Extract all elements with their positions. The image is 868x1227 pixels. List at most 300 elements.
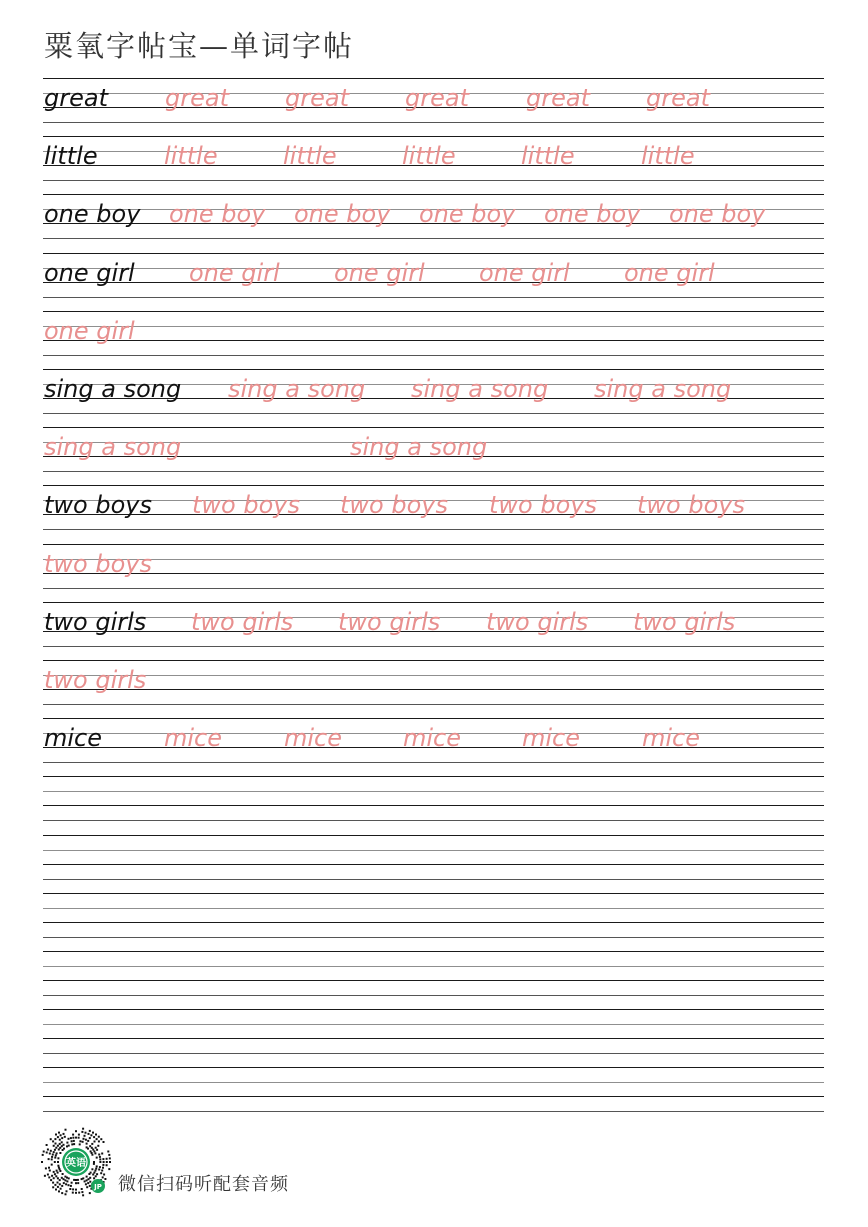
trace-word: one girl [624, 258, 715, 287]
ruled-line-bottom [43, 238, 824, 239]
qr-dot [102, 1164, 104, 1166]
qr-dot [43, 1151, 45, 1153]
qr-dot [66, 1190, 68, 1192]
qr-dot [57, 1136, 59, 1138]
qr-dot [88, 1178, 90, 1180]
qr-dot [102, 1167, 104, 1169]
qr-dot [54, 1149, 56, 1151]
trace-word: great [165, 84, 229, 112]
qr-dot [98, 1140, 100, 1142]
qr-dot [47, 1174, 49, 1176]
ruled-line-top [43, 718, 824, 719]
qr-dot [95, 1168, 97, 1170]
ruled-line-mid [43, 850, 824, 851]
qr-dot [104, 1178, 106, 1180]
qr-dot [71, 1143, 73, 1145]
trace-word: one boy [169, 200, 266, 229]
qr-dot [59, 1170, 61, 1172]
qr-dot [95, 1134, 97, 1136]
qr-dot [81, 1131, 83, 1133]
qr-dot [99, 1156, 101, 1158]
qr-dot [97, 1145, 99, 1147]
qr-dot [47, 1149, 49, 1151]
qr-dot [66, 1142, 68, 1144]
qr-dot [75, 1179, 77, 1181]
qr-dot [75, 1192, 77, 1194]
trace-word: great [646, 84, 710, 112]
qr-corner-label: JP [94, 1183, 102, 1191]
qr-dot [89, 1130, 91, 1132]
qr-dot [59, 1139, 61, 1141]
ruled-line-base [43, 805, 824, 806]
qr-dot [103, 1174, 105, 1176]
trace-word: two boys [489, 491, 597, 520]
ruled-line-base [43, 864, 824, 865]
trace-word: two boys [340, 491, 448, 520]
model-word: great [44, 84, 108, 112]
ruled-line-bottom [43, 588, 824, 589]
ruled-line-top [43, 951, 824, 952]
qr-dot [102, 1158, 104, 1160]
qr-dot [88, 1133, 90, 1135]
qr-dot [86, 1176, 88, 1178]
qr-dot [81, 1188, 83, 1190]
qr-dot [82, 1128, 84, 1130]
trace-word: sing a song [411, 375, 549, 403]
qr-dot [61, 1141, 63, 1143]
qr-dot [52, 1154, 54, 1156]
qr-dot [93, 1136, 95, 1138]
qr-dot [70, 1137, 72, 1139]
qr-dot [82, 1177, 84, 1179]
qr-dot [87, 1148, 89, 1150]
trace-word: sing a song [44, 433, 182, 462]
qr-dot [53, 1151, 55, 1153]
qr-dot [63, 1148, 65, 1150]
trace-word: two boys [44, 549, 152, 578]
qr-dot [85, 1132, 87, 1134]
qr-dot [108, 1168, 110, 1170]
qr-dot [69, 1188, 71, 1190]
qr-dot [75, 1130, 77, 1132]
qr-dot [92, 1174, 94, 1176]
qr-dot [50, 1179, 52, 1181]
qr-dot [98, 1136, 100, 1138]
ruled-line-bottom [43, 180, 824, 181]
qr-dot [61, 1177, 63, 1179]
qr-dot [94, 1170, 96, 1172]
trace-word: mice [642, 724, 701, 753]
trace-word: two girls [486, 607, 589, 636]
qr-dot [75, 1137, 77, 1139]
qr-dot [109, 1161, 111, 1163]
ruled-line-top [43, 136, 824, 137]
qr-dot [96, 1138, 98, 1140]
qr-dot [89, 1185, 91, 1187]
trace-word: one girl [189, 258, 280, 287]
trace-word: two girls [338, 607, 441, 636]
qr-dot [70, 1185, 72, 1187]
ruled-line-base [43, 980, 824, 981]
model-word: two girls [44, 607, 147, 636]
qr-dot [85, 1139, 87, 1141]
qr-dot [75, 1189, 77, 1191]
trace-word: one girl [334, 258, 425, 287]
qr-dot [72, 1192, 74, 1194]
ruled-line-top [43, 1009, 824, 1010]
ruled-line-mid [43, 1024, 824, 1025]
trace-word: sing a song [350, 433, 488, 462]
trace-word: mice [284, 724, 343, 753]
ruled-line-mid [43, 966, 824, 967]
ruled-line-mid [43, 908, 824, 909]
qr-dot [93, 1163, 95, 1165]
qr-dot [77, 1179, 79, 1181]
qr-dot [55, 1143, 57, 1145]
ruled-line-base [43, 689, 824, 690]
trace-word: one boy [294, 200, 391, 229]
qr-dot [68, 1138, 70, 1140]
qr-dot [57, 1182, 59, 1184]
ruled-line-base [43, 1096, 824, 1097]
qr-dot [98, 1154, 100, 1156]
qr-dot [57, 1186, 59, 1188]
qr-dot [58, 1132, 60, 1134]
qr-dot [83, 1138, 85, 1140]
qr-dot [93, 1177, 95, 1179]
qr-dot [108, 1154, 110, 1156]
trace-word: one girl [44, 316, 135, 345]
trace-word: mice [164, 724, 223, 753]
trace-word: great [405, 84, 469, 112]
qr-dot [63, 1133, 65, 1135]
ruled-line-top [43, 78, 824, 79]
qr-dot [61, 1137, 63, 1139]
qr-dot [50, 1150, 52, 1152]
qr-dot [60, 1188, 62, 1190]
qr-dot [68, 1184, 70, 1186]
qr-dot [65, 1183, 67, 1185]
ruled-line-base [43, 922, 824, 923]
qr-dot [78, 1192, 80, 1194]
ruled-line-bottom [43, 704, 824, 705]
qr-dot [102, 1176, 104, 1178]
qr-dot [54, 1157, 56, 1159]
ruled-line-bottom [43, 646, 824, 647]
qr-dot [61, 1185, 63, 1187]
trace-word: little [283, 142, 337, 171]
qr-dot [72, 1134, 74, 1136]
qr-dot [89, 1192, 91, 1194]
qr-dot [96, 1149, 98, 1151]
ruled-line-bottom [43, 529, 824, 530]
qr-dot [62, 1173, 64, 1175]
qr-dot [106, 1164, 108, 1166]
qr-dot [79, 1143, 81, 1145]
trace-word: two girls [44, 666, 147, 694]
qr-dot [51, 1156, 53, 1158]
practice-sheet [43, 78, 824, 1118]
qr-dot [81, 1178, 83, 1180]
qr-dot [78, 1137, 80, 1139]
trace-word: sing a song [594, 375, 732, 403]
qr-dot [56, 1152, 58, 1154]
ruled-line-bottom [43, 122, 824, 123]
ruled-line-base [43, 340, 824, 341]
qr-dot [64, 1136, 66, 1138]
ruled-line-base [43, 1038, 824, 1039]
qr-dot [93, 1150, 95, 1152]
qr-dot [81, 1191, 83, 1193]
qr-dot [103, 1161, 105, 1163]
qr-dot [61, 1192, 63, 1194]
qr-dot [58, 1167, 60, 1169]
qr-dot [89, 1181, 91, 1183]
qr-dot [87, 1140, 89, 1142]
qr-dot [57, 1161, 59, 1163]
qr-dot [95, 1147, 97, 1149]
qr-dot [101, 1153, 103, 1155]
qr-dot [103, 1141, 105, 1143]
qr-dot [84, 1180, 86, 1182]
qr-dot [51, 1158, 53, 1160]
qr-dot [90, 1134, 92, 1136]
qr-dot [52, 1186, 54, 1188]
qr-dot [93, 1172, 95, 1174]
qr-dot [106, 1158, 108, 1160]
ruled-line-mid [43, 791, 824, 792]
qr-dot [57, 1165, 59, 1167]
qr-dot [94, 1141, 96, 1143]
trace-word: little [402, 142, 456, 171]
ruled-line-top [43, 660, 824, 661]
footer-caption: 微信扫码听配套音频 [118, 1174, 289, 1195]
qr-dot [73, 1140, 75, 1142]
qr-dot [46, 1152, 48, 1154]
qr-dot [53, 1171, 55, 1173]
qr-code[interactable] [40, 1126, 112, 1198]
qr-dot [91, 1152, 93, 1154]
qr-dot [71, 1182, 73, 1184]
qr-dot [55, 1175, 57, 1177]
qr-dot [91, 1154, 93, 1156]
qr-dot [109, 1157, 111, 1159]
qr-dot [72, 1188, 74, 1190]
qr-dot [75, 1182, 77, 1184]
trace-word: two boys [637, 491, 745, 520]
ruled-line-top [43, 835, 824, 836]
qr-dot [73, 1143, 75, 1145]
qr-dot [72, 1137, 74, 1139]
qr-dot [54, 1173, 56, 1175]
ruled-line-bottom [43, 297, 824, 298]
qr-dot [55, 1154, 57, 1156]
ruled-line-top [43, 369, 824, 370]
trace-word: little [164, 142, 218, 171]
qr-dot [42, 1154, 44, 1156]
qr-dot [52, 1140, 54, 1142]
qr-dot [92, 1132, 94, 1134]
model-word: one boy [44, 200, 141, 229]
ruled-line-top [43, 427, 824, 428]
qr-dot [78, 1134, 80, 1136]
qr-dot [57, 1145, 59, 1147]
trace-word: mice [403, 724, 462, 753]
model-word: sing a song [44, 375, 182, 403]
ruled-line-mid [43, 675, 824, 676]
trace-word: one boy [419, 200, 516, 229]
model-word: mice [44, 724, 103, 753]
qr-dot [52, 1182, 54, 1184]
trace-word: little [521, 142, 575, 171]
qr-dot [64, 1176, 66, 1178]
ruled-line-top [43, 544, 824, 545]
qr-dot [59, 1183, 61, 1185]
qr-dot [71, 1140, 73, 1142]
ruled-line-base [43, 573, 824, 574]
qr-dot [89, 1137, 91, 1139]
qr-dot [100, 1172, 102, 1174]
qr-dot [45, 1167, 47, 1169]
qr-dot [84, 1135, 86, 1137]
qr-dot [91, 1168, 93, 1170]
ruled-line-top [43, 602, 824, 603]
qr-dot [88, 1173, 90, 1175]
qr-dot [99, 1166, 101, 1168]
trace-word: one boy [544, 200, 641, 229]
qr-dot [56, 1170, 58, 1172]
trace-word: mice [522, 724, 581, 753]
trace-word: one girl [479, 258, 570, 287]
trace-word: two girls [191, 607, 294, 636]
qr-dot [54, 1184, 56, 1186]
ruled-line-bottom [43, 937, 824, 938]
qr-dot [49, 1170, 51, 1172]
qr-dot [63, 1144, 65, 1146]
qr-dot [101, 1170, 103, 1172]
ruled-line-bottom [43, 1053, 824, 1054]
qr-dot [54, 1138, 56, 1140]
qr-dot [82, 1194, 84, 1196]
model-word: little [44, 142, 98, 171]
page-title: 粟氧字帖宝—单词字帖 [44, 29, 355, 63]
ruled-line-top [43, 485, 824, 486]
qr-dot [60, 1134, 62, 1136]
qr-dot [96, 1157, 98, 1159]
qr-dot [65, 1193, 67, 1195]
qr-dot [54, 1161, 56, 1163]
qr-dot [91, 1143, 93, 1145]
qr-dot [86, 1186, 88, 1188]
ruled-line-top [43, 1067, 824, 1068]
qr-dot [57, 1177, 59, 1179]
qr-dot [82, 1141, 84, 1143]
qr-dot [48, 1158, 50, 1160]
qr-dot [96, 1173, 98, 1175]
qr-dot [63, 1182, 65, 1184]
trace-word: great [285, 84, 349, 112]
qr-dot [87, 1182, 89, 1184]
qr-dot [94, 1152, 96, 1154]
qr-dot [48, 1176, 50, 1178]
ruled-line-top [43, 194, 824, 195]
qr-dot [64, 1179, 66, 1181]
qr-dot [86, 1179, 88, 1181]
ruled-line-bottom [43, 762, 824, 763]
qr-dot [51, 1164, 53, 1166]
qr-dot [79, 1140, 81, 1142]
ruled-line-bottom [43, 471, 824, 472]
qr-dot [99, 1161, 101, 1163]
footer [40, 1124, 440, 1204]
qr-dot [59, 1143, 61, 1145]
qr-dot [49, 1153, 51, 1155]
trace-word: great [526, 84, 590, 112]
ruled-line-mid [43, 1082, 824, 1083]
model-word: one girl [44, 258, 135, 287]
qr-dot [98, 1169, 100, 1171]
qr-dot [85, 1183, 87, 1185]
qr-dot [68, 1145, 70, 1147]
ruled-line-bottom [43, 355, 824, 356]
ruled-line-top [43, 893, 824, 894]
ruled-line-bottom [43, 1111, 824, 1112]
qr-dot [55, 1147, 57, 1149]
qr-dot [96, 1165, 98, 1167]
qr-dot [44, 1175, 46, 1177]
qr-dot [59, 1168, 61, 1170]
qr-badge-label: 英语 [66, 1158, 86, 1169]
qr-dot [93, 1161, 95, 1163]
qr-dot [46, 1144, 48, 1146]
trace-word: two girls [633, 607, 736, 636]
ruled-line-top [43, 253, 824, 254]
qr-dot [95, 1175, 97, 1177]
trace-word: two boys [192, 491, 300, 520]
trace-word: one boy [669, 200, 766, 229]
qr-dot [77, 1182, 79, 1184]
qr-dot [53, 1177, 55, 1179]
qr-dot [107, 1151, 109, 1153]
qr-dot [55, 1134, 57, 1136]
qr-dot [58, 1190, 60, 1192]
ruled-line-mid [43, 559, 824, 560]
qr-dot [50, 1138, 52, 1140]
qr-dot [66, 1145, 68, 1147]
ruled-line-bottom [43, 413, 824, 414]
qr-dot [100, 1138, 102, 1140]
qr-dot [92, 1149, 94, 1151]
trace-word: sing a song [228, 375, 366, 403]
ruled-line-bottom [43, 820, 824, 821]
qr-dot [66, 1180, 68, 1182]
qr-dot [99, 1158, 101, 1160]
qr-dot [48, 1167, 50, 1169]
model-word: two boys [44, 491, 152, 520]
ruled-line-top [43, 776, 824, 777]
qr-dot [57, 1172, 59, 1174]
qr-dot [58, 1149, 60, 1151]
ruled-line-mid [43, 326, 824, 327]
qr-dot [59, 1152, 61, 1154]
qr-dot [73, 1179, 75, 1181]
qr-dot [51, 1175, 53, 1177]
qr-dot [65, 1129, 67, 1131]
trace-word: little [641, 142, 695, 171]
ruled-line-bottom [43, 879, 824, 880]
qr-dot [106, 1161, 108, 1163]
qr-dot [53, 1145, 55, 1147]
